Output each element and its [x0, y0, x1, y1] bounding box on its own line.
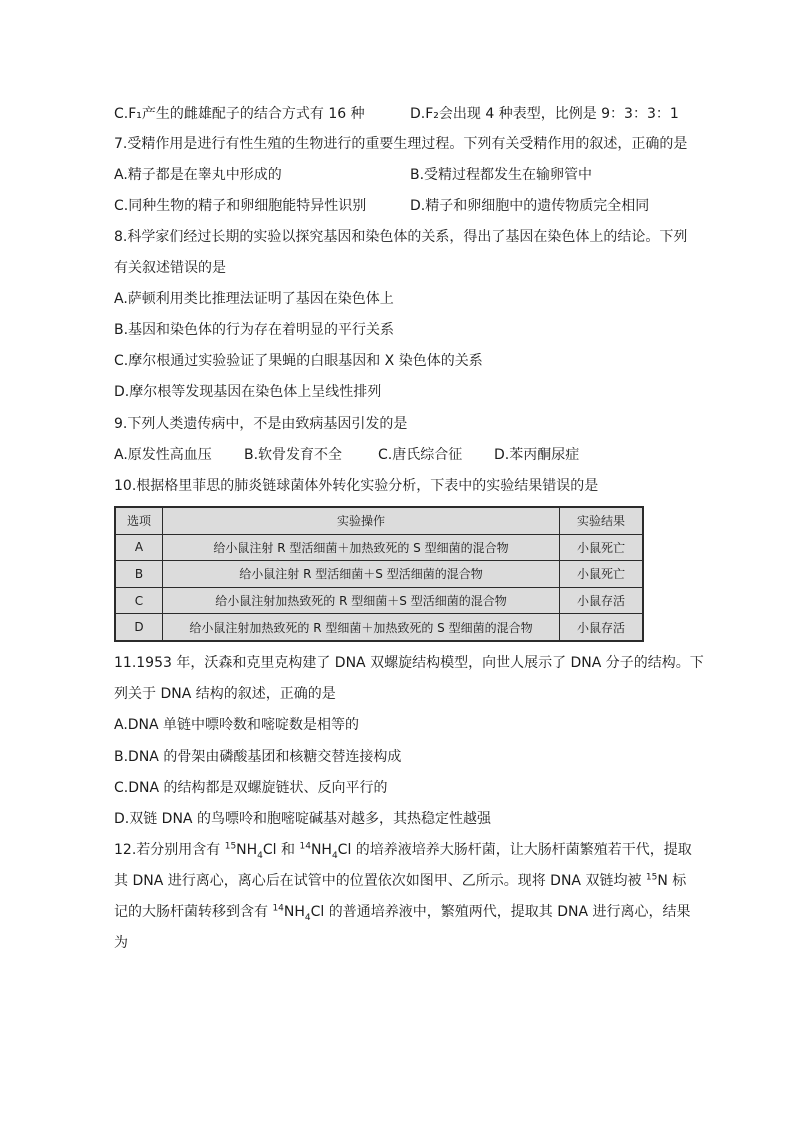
q12-stem-line4: 为 [114, 935, 128, 951]
q12-stem-line1: 12.若分别用含有 $^{15}NH_4Cl$ 和 $^{14}NH_4Cl$ 的培养液培养大肠杆菌，让大肠杆菌繁殖若干代，提取 [114, 841, 692, 861]
table-header-operation: 实验操作 [163, 508, 560, 535]
q8-option-a: A.萨顿利用类比推理法证明了基因在染色体上 [114, 291, 394, 307]
table-cell-operation: 给小鼠注射加热致死的 R 型细菌＋S 型活细菌的混合物 [163, 587, 560, 614]
table-row [116, 614, 643, 641]
q7-option-c: C.同种生物的精子和卵细胞能特异性识别 [114, 198, 367, 214]
q11-stem-line2: 列关于 DNA 结构的叙述，正确的是 [114, 686, 336, 702]
table-cell-operation: 给小鼠注射 R 型活细菌＋加热致死的 S 型细菌的混合物 [163, 534, 560, 561]
q11-option-b: B.DNA 的骨架由磷酸基团和核糖交替连接构成 [114, 749, 402, 765]
q9-option-d: D.苯丙酮尿症 [494, 447, 580, 463]
table-header-result: 实验结果 [560, 508, 643, 535]
table-cell-result: 小鼠死亡 [560, 561, 643, 588]
table-header-option: 选项 [116, 508, 163, 535]
q12-stem-line2: 其 DNA 进行离心，离心后在试管中的位置依次如图甲、乙所示。现将 DNA 双链均被 $^{15}$N 标 [114, 872, 687, 889]
table-cell-operation: 给小鼠注射 R 型活细菌＋S 型活细菌的混合物 [163, 561, 560, 588]
table-cell-result: 小鼠存活 [560, 587, 643, 614]
q6-option-d: D.F₂会出现 4 种表型，比例是 9：3：3：1 [410, 106, 679, 122]
table-cell-option: D [116, 614, 163, 641]
table-cell-operation: 给小鼠注射加热致死的 R 型细菌＋加热致死的 S 型细菌的混合物 [163, 614, 560, 641]
table-cell-result: 小鼠死亡 [560, 534, 643, 561]
q9-stem: 9.下列人类遗传病中，不是由致病基因引发的是 [114, 416, 408, 432]
q9-option-b: B.软骨发育不全 [244, 447, 343, 463]
table-row [116, 561, 643, 588]
q11-option-d: D.双链 DNA 的鸟嘌呤和胞嘧啶碱基对越多，其热稳定性越强 [114, 811, 491, 827]
q10-stem: 10.根据格里菲思的肺炎链球菌体外转化实验分析，下表中的实验结果错误的是 [114, 478, 599, 494]
q9-option-a: A.原发性高血压 [114, 447, 212, 463]
q11-option-c: C.DNA 的结构都是双螺旋链状、反向平行的 [114, 780, 388, 796]
table-row [116, 534, 643, 561]
q8-option-b: B.基因和染色体的行为存在着明显的平行关系 [114, 322, 395, 338]
table-cell-option: B [116, 561, 163, 588]
table-cell-result: 小鼠存活 [560, 614, 643, 641]
q12-stem-line3: 记的大肠杆菌转移到含有 $^{14}NH_4Cl$ 的普通培养液中，繁殖两代，提取其 DNA 进行离心，结果 [114, 903, 691, 923]
q9-option-c: C.唐氏综合征 [378, 447, 463, 463]
q8-stem-line2: 有关叙述错误的是 [114, 260, 226, 276]
q7-option-a: A.精子都是在睾丸中形成的 [114, 167, 282, 183]
table-row [116, 587, 643, 614]
q7-stem: 7.受精作用是进行有性生殖的生物进行的重要生理过程。下列有关受精作用的叙述，正确的是 [114, 136, 688, 152]
q8-stem-line1: 8.科学家们经过长期的实验以探究基因和染色体的关系，得出了基因在染色体上的结论。下列 [114, 229, 688, 245]
table-cell-option: A [116, 534, 163, 561]
table-cell-option: C [116, 587, 163, 614]
q7-option-b: B.受精过程都发生在输卵管中 [410, 167, 593, 183]
q6-option-c: C.F₁产生的雌雄配子的结合方式有 16 种 [114, 106, 365, 122]
q10-table [114, 506, 644, 642]
q8-option-d: D.摩尔根等发现基因在染色体上呈线性排列 [114, 384, 382, 400]
q7-option-d: D.精子和卵细胞中的遗传物质完全相同 [410, 198, 650, 214]
q8-option-c: C.摩尔根通过实验验证了果蝇的白眼基因和 X 染色体的关系 [114, 353, 483, 369]
table-header-row [116, 508, 643, 535]
q11-stem-line1: 11.1953 年，沃森和克里克构建了 DNA 双螺旋结构模型，向世人展示了 DNA 分子的结构。下 [114, 655, 704, 671]
q11-option-a: A.DNA 单链中嘌呤数和嘧啶数是相等的 [114, 717, 360, 733]
